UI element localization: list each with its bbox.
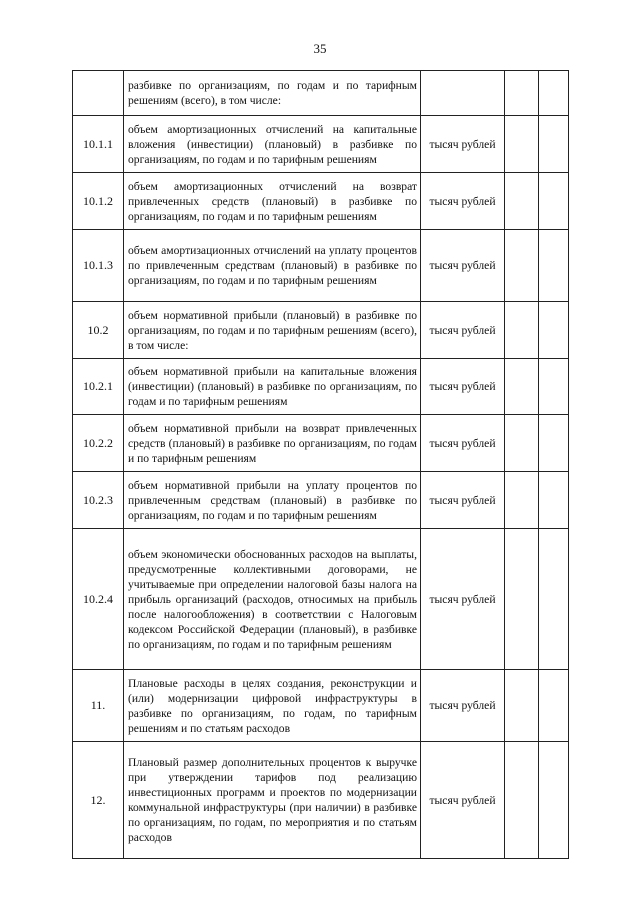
empty-cell [505, 359, 539, 415]
row-number: 10.2.1 [73, 359, 124, 415]
row-description: разбивке по организациям, по годам и по тарифным решениям (всего), в том числе: [124, 71, 421, 116]
empty-cell [539, 302, 569, 359]
table-row [73, 670, 569, 742]
row-unit: тысяч рублей [421, 302, 505, 359]
row-unit [421, 71, 505, 116]
row-number: 10.2 [73, 302, 124, 359]
empty-cell [505, 230, 539, 302]
row-number: 10.1.2 [73, 173, 124, 230]
row-unit: тысяч рублей [421, 472, 505, 529]
table-row [73, 472, 569, 529]
row-description: объем нормативной прибыли на капитальные вложения (инвестиции) (плановый) в разбивке по организациям, по годам и по тарифным решениям [124, 359, 421, 415]
empty-cell [539, 529, 569, 670]
empty-cell [505, 302, 539, 359]
empty-cell [505, 670, 539, 742]
empty-cell [505, 116, 539, 173]
table-row [73, 71, 569, 116]
row-description: объем нормативной прибыли (плановый) в разбивке по организациям, по годам и по тарифным решениям (всего), в том числе: [124, 302, 421, 359]
row-unit: тысяч рублей [421, 230, 505, 302]
row-number: 10.1.1 [73, 116, 124, 173]
table-row [73, 415, 569, 472]
row-description: объем амортизационных отчислений на уплату процентов по привлеченным средствам (плановый) в разбивке по организациям, по годам и по тарифным решениям [124, 230, 421, 302]
empty-cell [505, 529, 539, 670]
empty-cell [539, 359, 569, 415]
row-description: объем экономически обоснованных расходов на выплаты, предусмотренные коллективными договорами, не учитываемые при определении налоговой базы налога на прибыль организаций (расходов, относимых на прибыль после налогообложения) в соответствии с Налоговым кодексом Российской Федерации (плановый), в разбивке по организациям, по годам и по тарифным решениям [124, 529, 421, 670]
row-description: Плановые расходы в целях создания, реконструкции и (или) модернизации цифровой инфраструктуры в разбивке по организациям, по годам, по тарифным решениям и по статьям расходов [124, 670, 421, 742]
empty-cell [505, 173, 539, 230]
row-unit: тысяч рублей [421, 742, 505, 859]
row-unit: тысяч рублей [421, 116, 505, 173]
empty-cell [539, 472, 569, 529]
empty-cell [539, 670, 569, 742]
empty-cell [505, 472, 539, 529]
row-description: Плановый размер дополнительных процентов к выручке при утверждении тарифов под реализацию инвестиционных программ и проектов по модернизации коммунальной инфраструктуры (при наличии) в разбивке по организациям, по годам, по мероприятия и по статьям расходов [124, 742, 421, 859]
empty-cell [539, 742, 569, 859]
row-number: 10.2.3 [73, 472, 124, 529]
row-unit: тысяч рублей [421, 670, 505, 742]
empty-cell [505, 742, 539, 859]
page-number: 35 [313, 41, 327, 56]
row-number: 11. [73, 670, 124, 742]
row-number: 10.2.2 [73, 415, 124, 472]
row-description: объем амортизационных отчислений на возврат привлеченных средств (плановый) в разбивке по организациям, по годам и по тарифным решениям [124, 173, 421, 230]
row-unit: тысяч рублей [421, 529, 505, 670]
table-row [73, 302, 569, 359]
empty-cell [539, 71, 569, 116]
empty-cell [539, 230, 569, 302]
row-number: 10.2.4 [73, 529, 124, 670]
table-row [73, 742, 569, 859]
row-unit: тысяч рублей [421, 359, 505, 415]
row-number: 10.1.3 [73, 230, 124, 302]
row-description: объем амортизационных отчислений на капитальные вложения (инвестиции) (плановый) в разбивке по организациям, по годам и по тарифным решениям [124, 116, 421, 173]
empty-cell [539, 415, 569, 472]
row-description: объем нормативной прибыли на возврат привлеченных средств (плановый) в разбивке по организациям, по годам и по тарифным решениям [124, 415, 421, 472]
empty-cell [539, 116, 569, 173]
table-row [73, 173, 569, 230]
row-description: объем нормативной прибыли на уплату процентов по привлеченным средствам (плановый) в разбивке по организациям, по годам и по тарифным решениям [124, 472, 421, 529]
table-row [73, 359, 569, 415]
empty-cell [539, 173, 569, 230]
table-row [73, 529, 569, 670]
table-row [73, 116, 569, 173]
indicators-table [72, 70, 569, 859]
table-row [73, 230, 569, 302]
empty-cell [505, 71, 539, 116]
empty-cell [505, 415, 539, 472]
row-number [73, 71, 124, 116]
row-unit: тысяч рублей [421, 415, 505, 472]
row-number: 12. [73, 742, 124, 859]
row-unit: тысяч рублей [421, 173, 505, 230]
